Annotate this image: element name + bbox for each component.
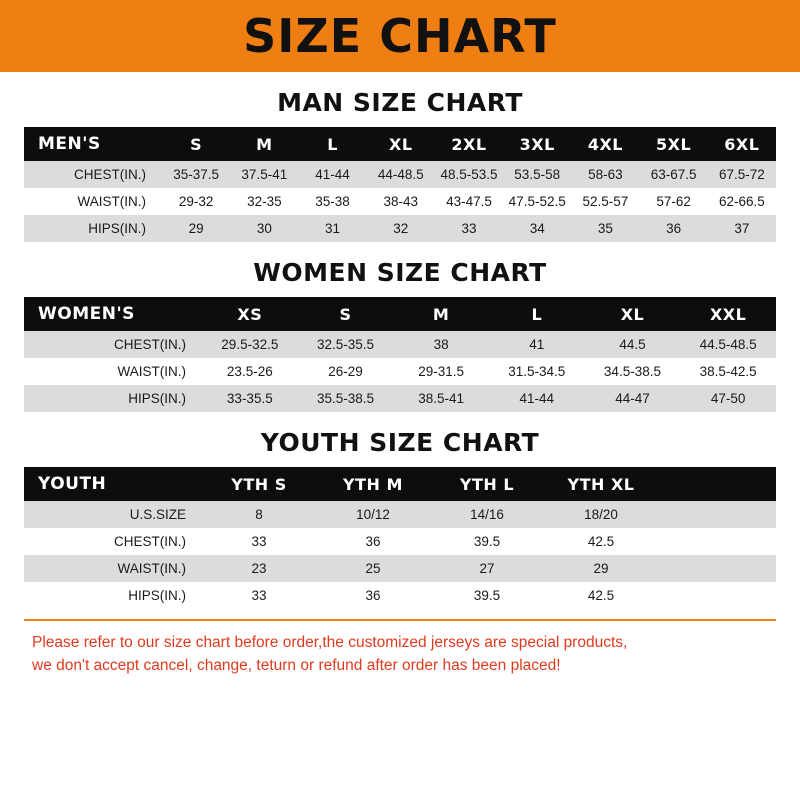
cell: 32 [367,215,435,242]
table-row [24,331,776,358]
cell: 34 [503,215,571,242]
cell: 39.5 [430,528,544,555]
row-label-hips: HIPS(IN.) [24,385,202,412]
cell-empty [658,501,776,528]
row-label-waist: WAIST(IN.) [24,188,162,215]
col-header-m: M [230,127,298,161]
table-header-row [24,467,776,501]
header-banner [0,0,800,72]
table-row [24,582,776,609]
cell-empty [658,555,776,582]
col-header-yth-l: YTH L [430,467,544,501]
cell: 37.5-41 [230,161,298,188]
footer-line-2: we don't accept cancel, change, teturn or refund after order has been placed! [32,657,561,675]
cell: 47-50 [680,385,776,412]
table-row [24,555,776,582]
cell: 29-32 [162,188,230,215]
table-header-row [24,127,776,161]
page-title: SIZE CHART [243,9,557,63]
table-row [24,215,776,242]
row-label-chest: CHEST(IN.) [24,331,202,358]
cell: 38-43 [367,188,435,215]
section-title-men: MAN SIZE CHART [277,88,523,117]
cell: 29 [544,555,658,582]
cell: 32.5-35.5 [298,331,394,358]
youth-size-table [24,467,776,609]
cell: 18/20 [544,501,658,528]
table-row [24,385,776,412]
col-header-xs: XS [202,297,298,331]
cell: 44.5-48.5 [680,331,776,358]
cell: 43-47.5 [435,188,503,215]
cell: 44-48.5 [367,161,435,188]
cell: 58-63 [571,161,639,188]
section-title-women: WOMEN SIZE CHART [253,258,547,287]
cell: 35-37.5 [162,161,230,188]
cell: 44.5 [585,331,681,358]
cell: 57-62 [640,188,708,215]
row-label-hips: HIPS(IN.) [24,582,202,609]
cell: 36 [640,215,708,242]
content-area [0,72,800,800]
cell: 48.5-53.5 [435,161,503,188]
cell: 41-44 [489,385,585,412]
cell: 33-35.5 [202,385,298,412]
col-header-yth-s: YTH S [202,467,316,501]
cell: 42.5 [544,582,658,609]
cell: 37 [708,215,776,242]
row-label-hips: HIPS(IN.) [24,215,162,242]
col-header-4xl: 4XL [571,127,639,161]
cell: 35-38 [298,188,366,215]
cell: 31.5-34.5 [489,358,585,385]
cell: 23 [202,555,316,582]
row-label-waist: WAIST(IN.) [24,555,202,582]
cell: 14/16 [430,501,544,528]
cell: 42.5 [544,528,658,555]
table-row [24,188,776,215]
cell: 39.5 [430,582,544,609]
banner-inner [0,9,800,63]
col-header-mens: MEN'S [24,127,162,161]
men-size-table [24,127,776,242]
cell: 53.5-58 [503,161,571,188]
cell: 25 [316,555,430,582]
col-header-yth-xl: YTH XL [544,467,658,501]
cell: 67.5-72 [708,161,776,188]
cell: 8 [202,501,316,528]
cell: 27 [430,555,544,582]
cell: 26-29 [298,358,394,385]
cell: 35 [571,215,639,242]
cell: 31 [298,215,366,242]
row-label-us-size: U.S.SIZE [24,501,202,528]
cell: 33 [435,215,503,242]
table-header-row [24,297,776,331]
row-label-chest: CHEST(IN.) [24,528,202,555]
cell: 33 [202,582,316,609]
cell: 44-47 [585,385,681,412]
col-header-s: S [162,127,230,161]
row-label-waist: WAIST(IN.) [24,358,202,385]
cell: 29.5-32.5 [202,331,298,358]
col-header-6xl: 6XL [708,127,776,161]
cell: 63-67.5 [640,161,708,188]
col-header-5xl: 5XL [640,127,708,161]
section-title-youth: YOUTH SIZE CHART [260,428,540,457]
col-header-xl: XL [585,297,681,331]
cell: 38.5-41 [393,385,489,412]
col-header-2xl: 2XL [435,127,503,161]
col-header-youth: YOUTH [24,467,202,501]
cell: 29-31.5 [393,358,489,385]
table-row [24,528,776,555]
col-header-s: S [298,297,394,331]
cell: 32-35 [230,188,298,215]
cell: 35.5-38.5 [298,385,394,412]
cell: 52.5-57 [571,188,639,215]
footer-disclaimer [24,619,776,682]
col-header-l: L [489,297,585,331]
cell: 34.5-38.5 [585,358,681,385]
col-header-yth-m: YTH M [316,467,430,501]
cell-empty [658,582,776,609]
table-row [24,501,776,528]
cell: 23.5-26 [202,358,298,385]
cell: 33 [202,528,316,555]
cell: 36 [316,528,430,555]
col-header-3xl: 3XL [503,127,571,161]
cell-empty [658,528,776,555]
cell: 36 [316,582,430,609]
col-header-xl: XL [367,127,435,161]
cell: 38.5-42.5 [680,358,776,385]
col-header-womens: WOMEN'S [24,297,202,331]
women-size-table [24,297,776,412]
cell: 62-66.5 [708,188,776,215]
col-header-l: L [298,127,366,161]
cell: 47.5-52.5 [503,188,571,215]
table-row [24,358,776,385]
cell: 41 [489,331,585,358]
cell: 30 [230,215,298,242]
cell: 38 [393,331,489,358]
col-header-xxl: XXL [680,297,776,331]
footer-line-1: Please refer to our size chart before order,the customized jerseys are special products, [32,634,628,651]
col-header-spacer [658,467,776,501]
table-row [24,161,776,188]
col-header-m: M [393,297,489,331]
row-label-chest: CHEST(IN.) [24,161,162,188]
cell: 29 [162,215,230,242]
cell: 10/12 [316,501,430,528]
cell: 41-44 [298,161,366,188]
